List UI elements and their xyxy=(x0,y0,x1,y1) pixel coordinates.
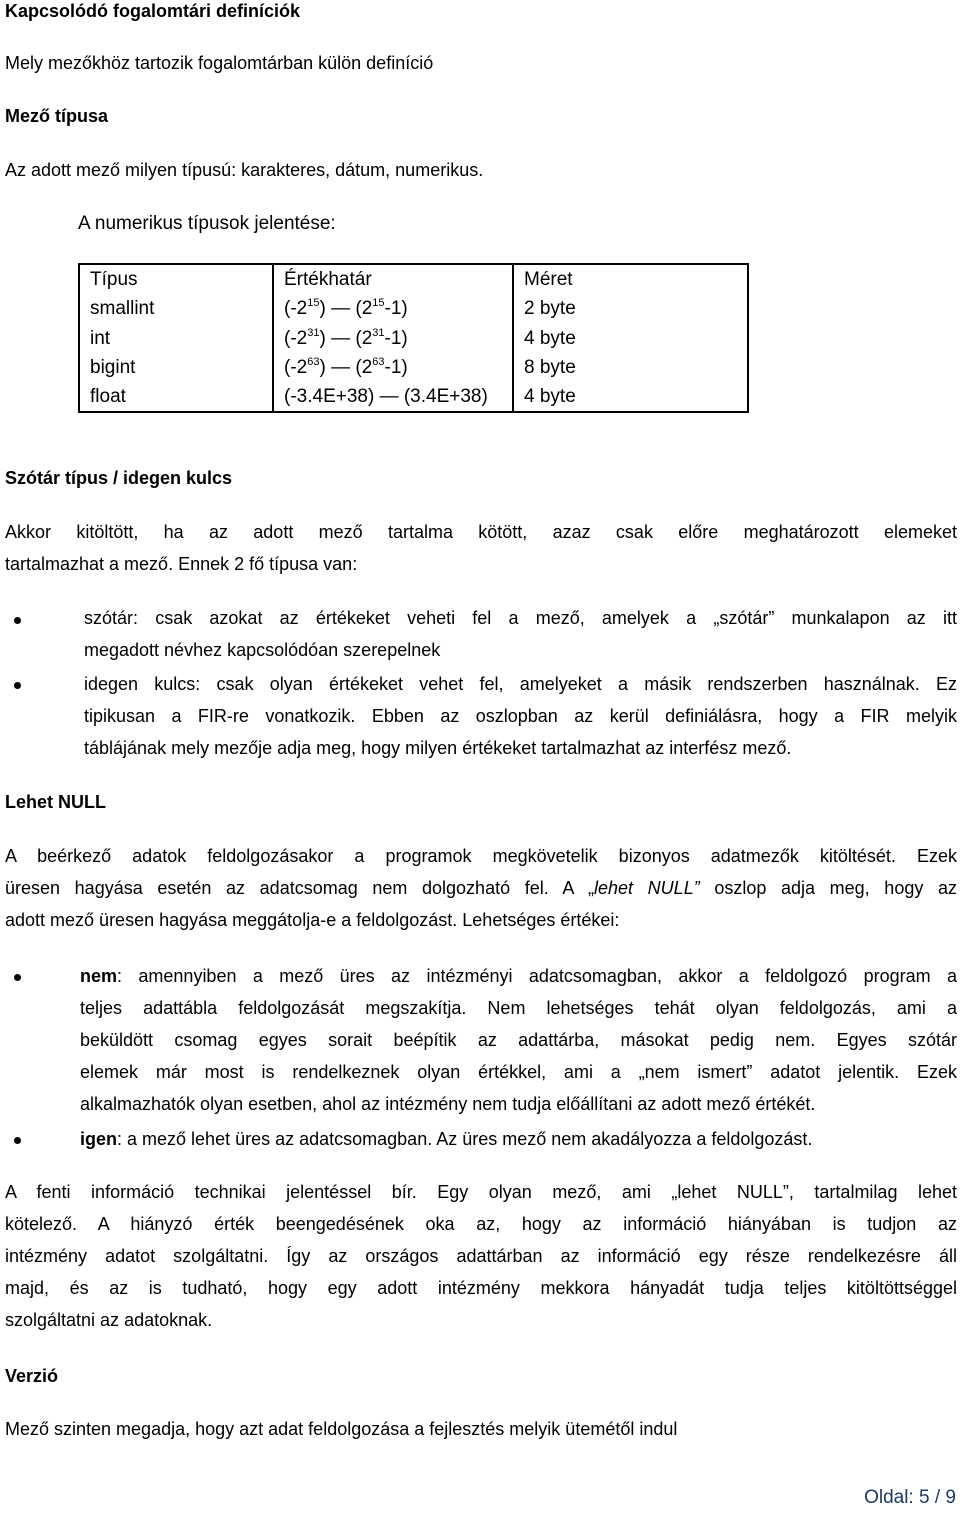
table-header-type: Típus xyxy=(90,269,138,290)
paragraph-line: Akkor kitöltött, ha az adott mező tartalma kötött, azaz csak előre meghatározott elemeket xyxy=(5,522,957,542)
table-row xyxy=(79,264,748,412)
numeric-types-table xyxy=(78,263,749,413)
table-cell-type-column xyxy=(79,264,273,412)
table-header-size: Méret xyxy=(524,269,573,290)
table-cell-type: int xyxy=(90,327,111,349)
page-number-footer xyxy=(864,1487,956,1509)
bullet-icon xyxy=(14,974,21,981)
bullet-icon xyxy=(14,617,21,624)
table-header-range: Értékhatár xyxy=(284,269,372,290)
table-cell-range: $(-2^{15})$ — $(2^{15}-1)$ xyxy=(284,297,408,320)
table-cell-type: float xyxy=(90,386,126,408)
null-paragraph-2: A fenti információ technikai jelentéssel bír. Egy olyan mező, ami „lehet NULL”, tartalmilag lehet kötelező. A hiányzó érték beengedésének oka az, hogy az információ hiányában is tudjon az intézmény adatot szolgáltatni. Így az országos adattárban az információ egy része rendelkezésre áll majd, és az is tudható, hogy egy adott intézmény mekkora hányadát tudja teljes kitöltöttséggel szolgáltatni az adatoknak. xyxy=(5,1182,957,1330)
bullet-icon xyxy=(14,682,21,689)
table-cell-range-column xyxy=(273,264,513,412)
section-heading-verzio: Verzió xyxy=(5,1366,59,1386)
section-heading-mezo-tipusa: Mező típusa xyxy=(5,106,109,126)
null-paragraph-1: A beérkező adatok feldolgozásakor a programok megkövetelik bizonyos adatmezők kitöltését. Ezek üresen hagyása esetén az adatcsomag nem dolgozható fel. A „lehet NULL” oszlop adja meg, hogy az adott mező üresen hagyása meggátolja-e a feldolgozást. Lehetséges értékei: xyxy=(5,846,957,930)
table-cell-size: 4 byte xyxy=(524,327,576,349)
table-cell-type: bigint xyxy=(90,356,136,378)
section-text-verzio: Mező szinten megadja, hogy azt adat feldolgozása a fejlesztés melyik ütemétől indul xyxy=(5,1419,678,1439)
page-current: 5 xyxy=(919,1487,930,1508)
table-cell-range: $(-2^{63})$ — $(2^{63}-1)$ xyxy=(284,355,408,378)
value-label-igen: igen xyxy=(80,1129,118,1149)
table-cell-size: 2 byte xyxy=(524,298,576,320)
bullet-igen: igen: a mező lehet üres az adatcsomagban. Az üres mező nem akadályozza a feldolgozást. xyxy=(80,1129,813,1149)
bullet-nem: nem: amennyiben a mező üres az intézményi adatcsomagban, akkor a feldolgozó program a teljes adattábla feldolgozását megszakítja. Nem lehetséges tehát olyan feldolgozás, ami a beküldött csomag egyes sorait beépítik az adattárba, másokat pedig nem. Egyes szótár elemek már most is rendelkeznek olyan értékkel, ami a „nem ismert” adatot jelentik. Ezek alkalmazhatók olyan esetben, ahol az intézmény nem tudja előállítani az adott mező értékét. xyxy=(80,966,957,1114)
table-cell-range: (-3.4E+38) — (3.4E+38) xyxy=(284,386,488,408)
section-text-fogalomtar: Mely mezőkhöz tartozik fogalomtárban külön definíció xyxy=(5,53,434,73)
page-total: 9 xyxy=(945,1487,956,1508)
bullet-szotar: szótár: csak azokat az értékeket veheti fel a mező, amelyek a „szótár” munkalapon az itt megadott névhez kapcsolódóan szerepelnek xyxy=(84,608,957,660)
section-heading-lehet-null: Lehet NULL xyxy=(5,792,106,812)
table-cell-size: 4 byte xyxy=(524,386,576,408)
szotar-paragraph xyxy=(5,516,957,580)
table-cell-size-column xyxy=(513,264,748,412)
bullet-icon xyxy=(14,1137,21,1144)
page-separator: / xyxy=(929,1487,946,1508)
page-label: Oldal: xyxy=(864,1487,919,1508)
table-caption: A numerikus típusok jelentése: xyxy=(78,213,336,234)
value-label-nem: nem xyxy=(80,966,118,986)
section-text-mezo-tipusa: Az adott mező milyen típusú: karakteres, dátum, numerikus. xyxy=(5,160,484,180)
table-cell-range: $(-2^{31})$ — $(2^{31}-1)$ xyxy=(284,326,408,349)
bullet-idegen-kulcs: idegen kulcs: csak olyan értékeket vehet fel, amelyeket a másik rendszerben használnak. Ez tipikusan a FIR-re vonatkozik. Ebben az oszlopban az kerül definiálásra, hogy a FIR melyik táblájának mely mezője adja meg, hogy milyen értékeket tartalmazhat az interfész mező. xyxy=(84,674,957,758)
section-heading-szotar: Szótár típus / idegen kulcs xyxy=(5,468,233,488)
table-cell-size: 8 byte xyxy=(524,356,576,378)
section-heading-fogalomtar: Kapcsolódó fogalomtári definíciók xyxy=(5,1,301,21)
paragraph-line: tartalmazhat a mező. Ennek 2 fő típusa van: xyxy=(5,554,358,574)
table-cell-type: smallint xyxy=(90,298,155,320)
